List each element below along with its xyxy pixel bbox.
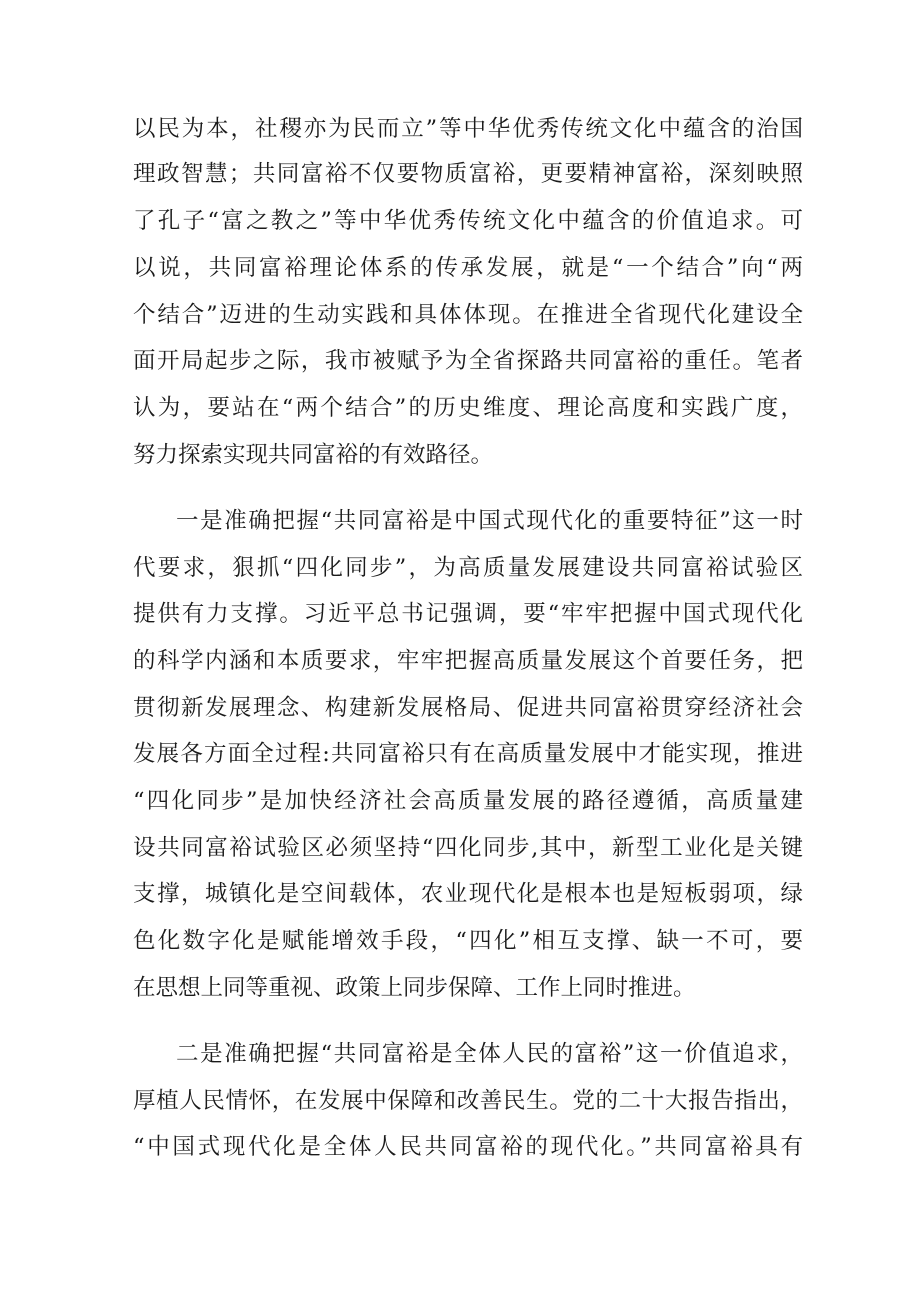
paragraph-2-line-5: 贯彻新发展理念、构建新发展格局、促进共同富裕贯穿经济社会 xyxy=(133,695,803,721)
paragraph-3-line-3: “中国式现代化是全体人民共同富裕的现代化。”共同富裕具有 xyxy=(133,1134,803,1160)
paragraph-1-line-4: 以说，共同富裕理论体系的传承发展，就是“一个结合”向“两 xyxy=(133,255,803,281)
paragraph-2-line-4: 的科学内涵和本质要求，牢牢把握高质量发展这个首要任务，把 xyxy=(133,648,803,674)
paragraph-1-line-5: 个结合”迈进的生动实践和具体体现。在推进全省现代化建设全 xyxy=(133,302,803,328)
paragraph-1-line-2: 理政智慧；共同富裕不仅要物质富裕，更要精神富裕，深刻映照 xyxy=(133,161,803,187)
paragraph-3-line-1: 二是准确把握“共同富裕是全体人民的富裕”这一价值追求， xyxy=(176,1041,803,1067)
paragraph-2-line-11: 在思想上同等重视、政策上同步保障、工作上同时推进。 xyxy=(133,975,696,1001)
paragraph-1-line-7: 认为，要站在“两个结合”的历史维度、理论高度和实践广度， xyxy=(133,395,803,421)
paragraph-2-line-9: 支撑，城镇化是空间载体，农业现代化是根本也是短板弱项，绿 xyxy=(133,881,803,907)
paragraph-1-line-1: 以民为本，社稷亦为民而立”等中华优秀传统文化中蕴含的治国 xyxy=(133,116,803,142)
paragraph-1-line-8: 努力探索实现共同富裕的有效路径。 xyxy=(133,442,494,468)
paragraph-2-line-6: 发展各方面全过程:共同富裕只有在高质量发展中才能实现，推进 xyxy=(133,741,803,767)
paragraph-1-line-3: 了孔子“富之教之”等中华优秀传统文化中蕴含的价值追求。可 xyxy=(133,208,803,234)
paragraph-2-line-1: 一是准确把握“共同富裕是中国式现代化的重要特征”这一时 xyxy=(176,508,803,534)
paragraph-2-line-2: 代要求，狠抓“四化同步”，为高质量发展建设共同富裕试验区 xyxy=(133,555,803,581)
paragraph-2-line-7: “四化同步”是加快经济社会高质量发展的路径遵循，高质量建 xyxy=(133,788,803,814)
paragraph-3-line-2: 厚植人民情怀，在发展中保障和改善民生。党的二十大报告指出， xyxy=(133,1088,803,1114)
paragraph-2-line-3: 提供有力支撑。习近平总书记强调，要“牢牢把握中国式现代化 xyxy=(133,601,803,627)
paragraph-2-line-10: 色化数字化是赋能增效手段，“四化”相互支撑、缺一不可，要 xyxy=(133,928,803,954)
paragraph-2-line-8: 设共同富裕试验区必须坚持“四化同步,其中，新型工业化是关键 xyxy=(133,835,803,861)
paragraph-1-line-6: 面开局起步之际，我市被赋予为全省探路共同富裕的重任。笔者 xyxy=(133,348,803,374)
